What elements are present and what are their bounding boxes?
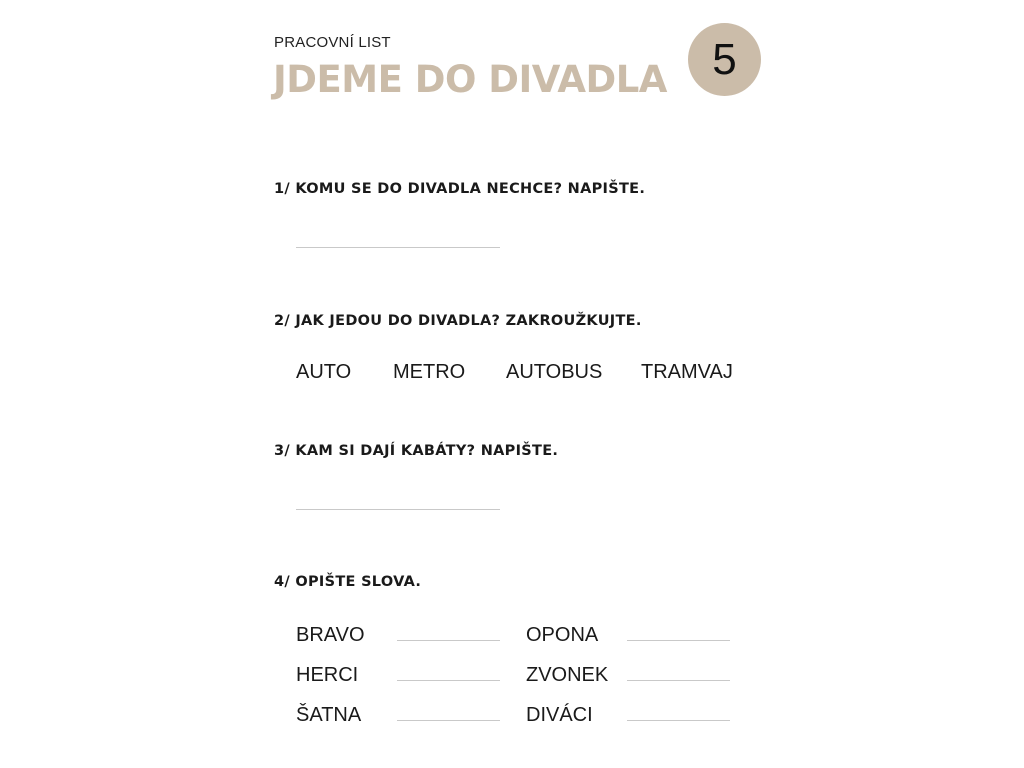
question-4: 4/ OPIŠTE SLOVA. (274, 574, 422, 590)
copy-line-satna[interactable] (397, 720, 500, 721)
word-herci: HERCI (296, 664, 359, 686)
page-title: JDEME DO DIVADLA (273, 58, 667, 101)
option-autobus[interactable]: AUTOBUS (506, 361, 603, 383)
badge-number: 5 (712, 34, 737, 84)
question-1: 1/ KOMU SE DO DIVADLA NECHCE? NAPIŠTE. (274, 181, 646, 197)
option-auto[interactable]: AUTO (296, 361, 352, 383)
word-satna: ŠATNA (296, 704, 362, 726)
copy-line-opona[interactable] (627, 640, 730, 641)
worksheet-kicker: PRACOVNÍ LIST (274, 34, 391, 51)
option-metro[interactable]: METRO (393, 361, 466, 383)
copy-line-bravo[interactable] (397, 640, 500, 641)
copy-line-zvonek[interactable] (627, 680, 730, 681)
word-zvonek: ZVONEK (526, 664, 609, 686)
answer-line-3[interactable] (296, 509, 500, 510)
question-3: 3/ KAM SI DAJÍ KABÁTY? NAPIŠTE. (274, 443, 559, 459)
option-tramvaj[interactable]: TRAMVAJ (641, 361, 733, 383)
answer-line-1[interactable] (296, 247, 500, 248)
copy-line-divaci[interactable] (627, 720, 730, 721)
copy-line-herci[interactable] (397, 680, 500, 681)
number-badge (688, 23, 761, 96)
word-bravo: BRAVO (296, 624, 365, 646)
word-opona: OPONA (526, 624, 599, 646)
question-2: 2/ JAK JEDOU DO DIVADLA? ZAKROUŽKUJTE. (274, 313, 642, 329)
word-divaci: DIVÁCI (526, 704, 593, 726)
